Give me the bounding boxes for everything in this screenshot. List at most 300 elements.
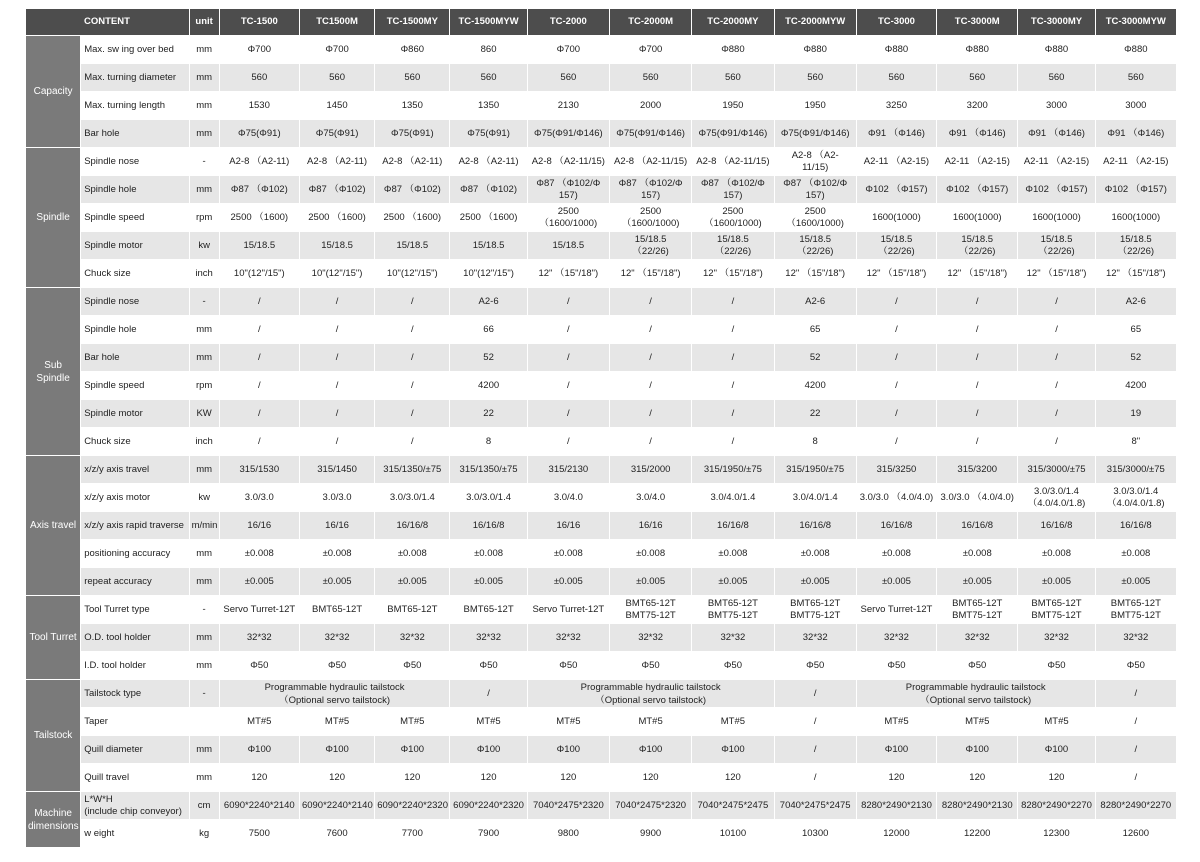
value-cell: /	[219, 428, 299, 456]
value-cell: /	[375, 400, 450, 428]
value-cell: ±0.008	[1018, 540, 1095, 568]
value-cell: 3.0/3.0/1.4 （4.0/4.0/1.8)	[1095, 484, 1176, 512]
value-cell: 65	[1095, 316, 1176, 344]
value-cell: 860	[450, 36, 527, 64]
value-cell: 315/1950/±75	[692, 456, 774, 484]
row-unit: -	[189, 288, 219, 316]
value-cell: 560	[774, 64, 856, 92]
header-model: TC-3000M	[937, 9, 1018, 36]
value-cell: Φ91 （Φ146)	[856, 120, 936, 148]
value-cell: BMT65-12T BMT75-12T	[774, 596, 856, 624]
value-cell: /	[299, 400, 374, 428]
value-cell: /	[299, 316, 374, 344]
value-cell: 7500	[219, 820, 299, 848]
value-cell: 12" （15"/18")	[1095, 260, 1176, 288]
value-cell: 1600(1000)	[1095, 204, 1176, 232]
group-label: Spindle	[26, 148, 81, 288]
value-cell: Φ87 （Φ102)	[299, 176, 374, 204]
value-cell: /	[375, 372, 450, 400]
value-cell: 3.0/4.0	[527, 484, 609, 512]
value-cell: /	[1095, 736, 1176, 764]
value-cell: 1350	[375, 92, 450, 120]
value-cell: ±0.008	[375, 540, 450, 568]
value-cell: 52	[774, 344, 856, 372]
value-cell: /	[450, 680, 527, 708]
table-row	[26, 456, 1177, 484]
value-cell: 32*32	[937, 624, 1018, 652]
row-label: Max. turning diameter	[81, 64, 189, 92]
table-row	[26, 596, 1177, 624]
value-cell: 32*32	[774, 624, 856, 652]
value-cell: 1600(1000)	[856, 204, 936, 232]
row-label: x/z/y axis rapid traverse	[81, 512, 189, 540]
value-cell: 16/16/8	[692, 512, 774, 540]
header-model: TC-1500MYW	[450, 9, 527, 36]
value-cell: ±0.005	[219, 568, 299, 596]
table-row	[26, 288, 1177, 316]
value-cell: 12" （15"/18")	[609, 260, 691, 288]
value-cell: ±0.005	[774, 568, 856, 596]
table-row	[26, 400, 1177, 428]
row-unit: mm	[189, 568, 219, 596]
value-cell: /	[774, 708, 856, 736]
value-cell: Φ700	[609, 36, 691, 64]
row-label: Chuck size	[81, 428, 189, 456]
value-cell: Φ91 （Φ146)	[1018, 120, 1095, 148]
value-cell: Φ880	[1095, 36, 1176, 64]
value-cell: ±0.008	[609, 540, 691, 568]
value-cell: /	[375, 316, 450, 344]
value-cell: /	[375, 428, 450, 456]
value-cell: Φ50	[450, 652, 527, 680]
table-row	[26, 36, 1177, 64]
value-cell: 8"	[1095, 428, 1176, 456]
table-row	[26, 512, 1177, 540]
value-cell: 16/16/8	[450, 512, 527, 540]
group-label: Tailstock	[26, 680, 81, 792]
value-cell: 3.0/3.0 （4.0/4.0)	[937, 484, 1018, 512]
row-unit: -	[189, 596, 219, 624]
value-cell: Φ100	[375, 736, 450, 764]
value-cell: /	[609, 372, 691, 400]
value-cell: 9900	[609, 820, 691, 848]
value-cell: Φ100	[1018, 736, 1095, 764]
value-cell: Φ50	[856, 652, 936, 680]
value-cell: 2500 （1600/1000)	[692, 204, 774, 232]
row-unit: kw	[189, 232, 219, 260]
value-cell: 12" （15"/18")	[937, 260, 1018, 288]
value-cell: ±0.005	[937, 568, 1018, 596]
value-cell: /	[856, 428, 936, 456]
value-cell: 15/18.5	[219, 232, 299, 260]
value-cell: 10"(12"/15")	[299, 260, 374, 288]
value-cell: 3000	[1018, 92, 1095, 120]
row-label: Chuck size	[81, 260, 189, 288]
value-cell: 12300	[1018, 820, 1095, 848]
row-label: Tailstock type	[81, 680, 189, 708]
header-model: TC-2000	[527, 9, 609, 36]
row-unit: -	[189, 680, 219, 708]
value-cell: 2500 （1600)	[450, 204, 527, 232]
header-model: TC-1500MY	[375, 9, 450, 36]
value-cell: 12600	[1095, 820, 1176, 848]
row-label: repeat accuracy	[81, 568, 189, 596]
value-cell: 16/16/8	[375, 512, 450, 540]
value-cell: MT#5	[450, 708, 527, 736]
value-cell: 4200	[1095, 372, 1176, 400]
row-unit: mm	[189, 316, 219, 344]
value-cell: /	[609, 428, 691, 456]
value-cell: 2130	[527, 92, 609, 120]
value-cell: 12200	[937, 820, 1018, 848]
value-cell: 1950	[774, 92, 856, 120]
value-cell: 8	[774, 428, 856, 456]
value-cell: 32*32	[527, 624, 609, 652]
row-unit: mm	[189, 736, 219, 764]
value-cell: /	[527, 288, 609, 316]
value-cell: 10100	[692, 820, 774, 848]
value-cell: Φ75(Φ91/Φ146)	[609, 120, 691, 148]
value-cell: BMT65-12T BMT75-12T	[609, 596, 691, 624]
value-cell: 1600(1000)	[937, 204, 1018, 232]
value-cell: 315/2000	[609, 456, 691, 484]
value-cell: 6090*2240*2140	[299, 792, 374, 820]
value-cell: Φ75(Φ91)	[219, 120, 299, 148]
row-unit: -	[189, 148, 219, 176]
value-cell: 22	[774, 400, 856, 428]
table-row	[26, 540, 1177, 568]
row-label: Max. turning length	[81, 92, 189, 120]
value-cell: 560	[527, 64, 609, 92]
table-row	[26, 568, 1177, 596]
value-cell: Φ75(Φ91)	[450, 120, 527, 148]
value-cell: Φ50	[219, 652, 299, 680]
value-cell: Φ700	[299, 36, 374, 64]
value-cell: 65	[774, 316, 856, 344]
row-unit: inch	[189, 260, 219, 288]
value-cell: Φ880	[692, 36, 774, 64]
value-cell: 7040*2475*2320	[609, 792, 691, 820]
value-cell: 4200	[450, 372, 527, 400]
row-unit: cm	[189, 792, 219, 820]
value-cell: /	[299, 428, 374, 456]
value-cell: MT#5	[692, 708, 774, 736]
value-cell: 12" （15"/18")	[774, 260, 856, 288]
group-label: Tool Turret	[26, 596, 81, 680]
table-row	[26, 316, 1177, 344]
table-row	[26, 624, 1177, 652]
value-cell: Φ50	[937, 652, 1018, 680]
value-cell: Φ91 （Φ146)	[937, 120, 1018, 148]
value-cell: 7040*2475*2320	[527, 792, 609, 820]
value-cell: 560	[450, 64, 527, 92]
value-cell: 32*32	[375, 624, 450, 652]
row-unit: inch	[189, 428, 219, 456]
table-row	[26, 204, 1177, 232]
row-unit: mm	[189, 764, 219, 792]
value-cell: /	[856, 344, 936, 372]
value-cell: /	[527, 372, 609, 400]
value-cell: ±0.005	[692, 568, 774, 596]
value-cell: 32*32	[692, 624, 774, 652]
value-cell: 120	[609, 764, 691, 792]
value-cell: 315/1950/±75	[774, 456, 856, 484]
value-cell: 52	[1095, 344, 1176, 372]
value-cell: 315/1350/±75	[375, 456, 450, 484]
value-cell: 315/2130	[527, 456, 609, 484]
table-row	[26, 120, 1177, 148]
value-cell: Φ880	[774, 36, 856, 64]
value-cell: 6090*2240*2320	[450, 792, 527, 820]
spec-table	[25, 8, 1177, 848]
value-cell: Φ75(Φ91)	[299, 120, 374, 148]
value-cell: BMT65-12T BMT75-12T	[1095, 596, 1176, 624]
value-cell: 3000	[1095, 92, 1176, 120]
value-cell: Φ102 （Φ157)	[937, 176, 1018, 204]
value-cell: 560	[219, 64, 299, 92]
value-cell: /	[774, 680, 856, 708]
row-unit: mm	[189, 540, 219, 568]
row-label: positioning accuracy	[81, 540, 189, 568]
table-row	[26, 64, 1177, 92]
value-cell: 3.0/3.0/1.4 （4.0/4.0/1.8)	[1018, 484, 1095, 512]
row-unit: mm	[189, 92, 219, 120]
value-cell: 8280*2490*2130	[937, 792, 1018, 820]
value-cell: /	[375, 344, 450, 372]
value-cell: Φ75(Φ91)	[375, 120, 450, 148]
value-cell: Φ880	[1018, 36, 1095, 64]
value-cell: 560	[937, 64, 1018, 92]
row-label: Tool Turret type	[81, 596, 189, 624]
value-cell: Φ102 （Φ157)	[856, 176, 936, 204]
value-cell: BMT65-12T BMT75-12T	[692, 596, 774, 624]
value-cell: 1600(1000)	[1018, 204, 1095, 232]
value-cell: /	[856, 316, 936, 344]
value-cell: 15/18.5 （22/26)	[609, 232, 691, 260]
value-cell: /	[299, 372, 374, 400]
value-cell: BMT65-12T BMT75-12T	[1018, 596, 1095, 624]
row-unit: mm	[189, 344, 219, 372]
value-cell: 52	[450, 344, 527, 372]
value-cell: BMT65-12T	[299, 596, 374, 624]
value-cell: 6090*2240*2320	[375, 792, 450, 820]
value-cell: Φ50	[774, 652, 856, 680]
value-cell: 315/1350/±75	[450, 456, 527, 484]
value-cell: Φ880	[856, 36, 936, 64]
value-cell: /	[219, 288, 299, 316]
value-cell: Φ102 （Φ157)	[1018, 176, 1095, 204]
value-cell: 7600	[299, 820, 374, 848]
value-cell: 15/18.5 （22/26)	[1095, 232, 1176, 260]
row-unit	[189, 708, 219, 736]
row-unit: mm	[189, 36, 219, 64]
value-cell: /	[1018, 344, 1095, 372]
value-cell: MT#5	[527, 708, 609, 736]
value-cell: 8	[450, 428, 527, 456]
value-cell: Φ50	[692, 652, 774, 680]
value-cell: /	[527, 428, 609, 456]
value-cell: 12" （15"/18")	[856, 260, 936, 288]
value-cell: Φ50	[1095, 652, 1176, 680]
value-cell: /	[1095, 764, 1176, 792]
value-cell: A2-6	[774, 288, 856, 316]
value-cell: 120	[527, 764, 609, 792]
value-cell: /	[692, 288, 774, 316]
value-cell: Φ100	[692, 736, 774, 764]
row-unit: mm	[189, 456, 219, 484]
row-label: I.D. tool holder	[81, 652, 189, 680]
value-cell: /	[937, 428, 1018, 456]
value-cell: 315/1530	[219, 456, 299, 484]
value-cell: 15/18.5 （22/26)	[937, 232, 1018, 260]
value-cell: 315/3250	[856, 456, 936, 484]
value-cell: 4200	[774, 372, 856, 400]
value-cell: 120	[450, 764, 527, 792]
value-cell: Φ87 （Φ102)	[219, 176, 299, 204]
value-cell: 1530	[219, 92, 299, 120]
value-cell: /	[856, 288, 936, 316]
value-cell: 10"(12"/15")	[375, 260, 450, 288]
row-unit: rpm	[189, 204, 219, 232]
group-label: Axis travel	[26, 456, 81, 596]
value-cell: Φ50	[299, 652, 374, 680]
value-cell: 7700	[375, 820, 450, 848]
table-row	[26, 92, 1177, 120]
value-cell: Φ860	[375, 36, 450, 64]
value-cell: 10"(12"/15")	[219, 260, 299, 288]
value-cell: 16/16/8	[1018, 512, 1095, 540]
value-cell: A2-8 （A2-11/15)	[692, 148, 774, 176]
value-cell: Φ75(Φ91/Φ146)	[774, 120, 856, 148]
value-cell: 560	[1095, 64, 1176, 92]
value-cell: Programmable hydraulic tailstock （Optional servo tailstock)	[856, 680, 1095, 708]
value-cell: 560	[692, 64, 774, 92]
value-cell: 16/16	[609, 512, 691, 540]
value-cell: 32*32	[856, 624, 936, 652]
value-cell: /	[1095, 680, 1176, 708]
table-row	[26, 708, 1177, 736]
value-cell: ±0.005	[527, 568, 609, 596]
value-cell: Programmable hydraulic tailstock （Optional servo tailstock)	[219, 680, 450, 708]
table-row	[26, 792, 1177, 820]
row-label: Max. sw ing over bed	[81, 36, 189, 64]
row-unit: mm	[189, 120, 219, 148]
value-cell: 3200	[937, 92, 1018, 120]
value-cell: 10"(12"/15")	[450, 260, 527, 288]
value-cell: A2-8 （A2-11)	[450, 148, 527, 176]
value-cell: Servo Turret-12T	[527, 596, 609, 624]
table-row	[26, 148, 1177, 176]
value-cell: A2-11 （A2-15)	[856, 148, 936, 176]
value-cell: 12" （15"/18")	[692, 260, 774, 288]
header-model: TC-2000M	[609, 9, 691, 36]
value-cell: 15/18.5	[375, 232, 450, 260]
value-cell: /	[937, 344, 1018, 372]
group-label: Machine dimensions	[26, 792, 81, 848]
header-content: CONTENT	[26, 9, 190, 36]
value-cell: Φ87 （Φ102/Φ 157)	[527, 176, 609, 204]
value-cell: ±0.008	[1095, 540, 1176, 568]
value-cell: /	[609, 344, 691, 372]
value-cell: A2-8 （A2- 11/15)	[774, 148, 856, 176]
value-cell: /	[609, 316, 691, 344]
value-cell: /	[527, 344, 609, 372]
value-cell: /	[299, 344, 374, 372]
table-row	[26, 176, 1177, 204]
value-cell: /	[856, 400, 936, 428]
value-cell: 32*32	[1018, 624, 1095, 652]
value-cell: ±0.005	[375, 568, 450, 596]
value-cell: 16/16/8	[937, 512, 1018, 540]
value-cell: BMT65-12T BMT75-12T	[937, 596, 1018, 624]
value-cell: /	[937, 288, 1018, 316]
header-model: TC-3000	[856, 9, 936, 36]
value-cell: /	[692, 428, 774, 456]
table-row	[26, 652, 1177, 680]
value-cell: Servo Turret-12T	[856, 596, 936, 624]
value-cell: MT#5	[375, 708, 450, 736]
value-cell: /	[299, 288, 374, 316]
value-cell: ±0.008	[450, 540, 527, 568]
value-cell: /	[609, 288, 691, 316]
value-cell: Φ700	[219, 36, 299, 64]
value-cell: Φ880	[937, 36, 1018, 64]
value-cell: ±0.008	[527, 540, 609, 568]
value-cell: MT#5	[299, 708, 374, 736]
row-label: O.D. tool holder	[81, 624, 189, 652]
row-unit: m/min	[189, 512, 219, 540]
value-cell: ±0.008	[692, 540, 774, 568]
value-cell: /	[774, 736, 856, 764]
value-cell: 16/16/8	[856, 512, 936, 540]
row-unit: mm	[189, 64, 219, 92]
value-cell: 19	[1095, 400, 1176, 428]
value-cell: Φ100	[299, 736, 374, 764]
value-cell: 3.0/3.0	[219, 484, 299, 512]
row-label: Taper	[81, 708, 189, 736]
value-cell: 120	[375, 764, 450, 792]
value-cell: 66	[450, 316, 527, 344]
value-cell: 12" （15"/18")	[1018, 260, 1095, 288]
table-row	[26, 680, 1177, 708]
row-label: x/z/y axis travel	[81, 456, 189, 484]
value-cell: Φ100	[450, 736, 527, 764]
value-cell: 32*32	[450, 624, 527, 652]
value-cell: Φ87 （Φ102/Φ 157)	[774, 176, 856, 204]
value-cell: 12000	[856, 820, 936, 848]
table-row	[26, 344, 1177, 372]
value-cell: 2500 （1600/1000)	[527, 204, 609, 232]
value-cell: 2500 （1600/1000)	[774, 204, 856, 232]
value-cell: 16/16	[299, 512, 374, 540]
value-cell: /	[219, 372, 299, 400]
value-cell: ±0.005	[299, 568, 374, 596]
value-cell: ±0.005	[1018, 568, 1095, 596]
value-cell: 315/3000/±75	[1095, 456, 1176, 484]
value-cell: 3.0/3.0/1.4	[375, 484, 450, 512]
value-cell: 315/3200	[937, 456, 1018, 484]
row-label: Spindle nose	[81, 148, 189, 176]
value-cell: /	[937, 400, 1018, 428]
row-unit: rpm	[189, 372, 219, 400]
header-model: TC-2000MYW	[774, 9, 856, 36]
row-unit: mm	[189, 176, 219, 204]
table-row	[26, 372, 1177, 400]
spec-body	[26, 36, 1177, 848]
value-cell: 120	[856, 764, 936, 792]
value-cell: 120	[692, 764, 774, 792]
value-cell: 120	[299, 764, 374, 792]
